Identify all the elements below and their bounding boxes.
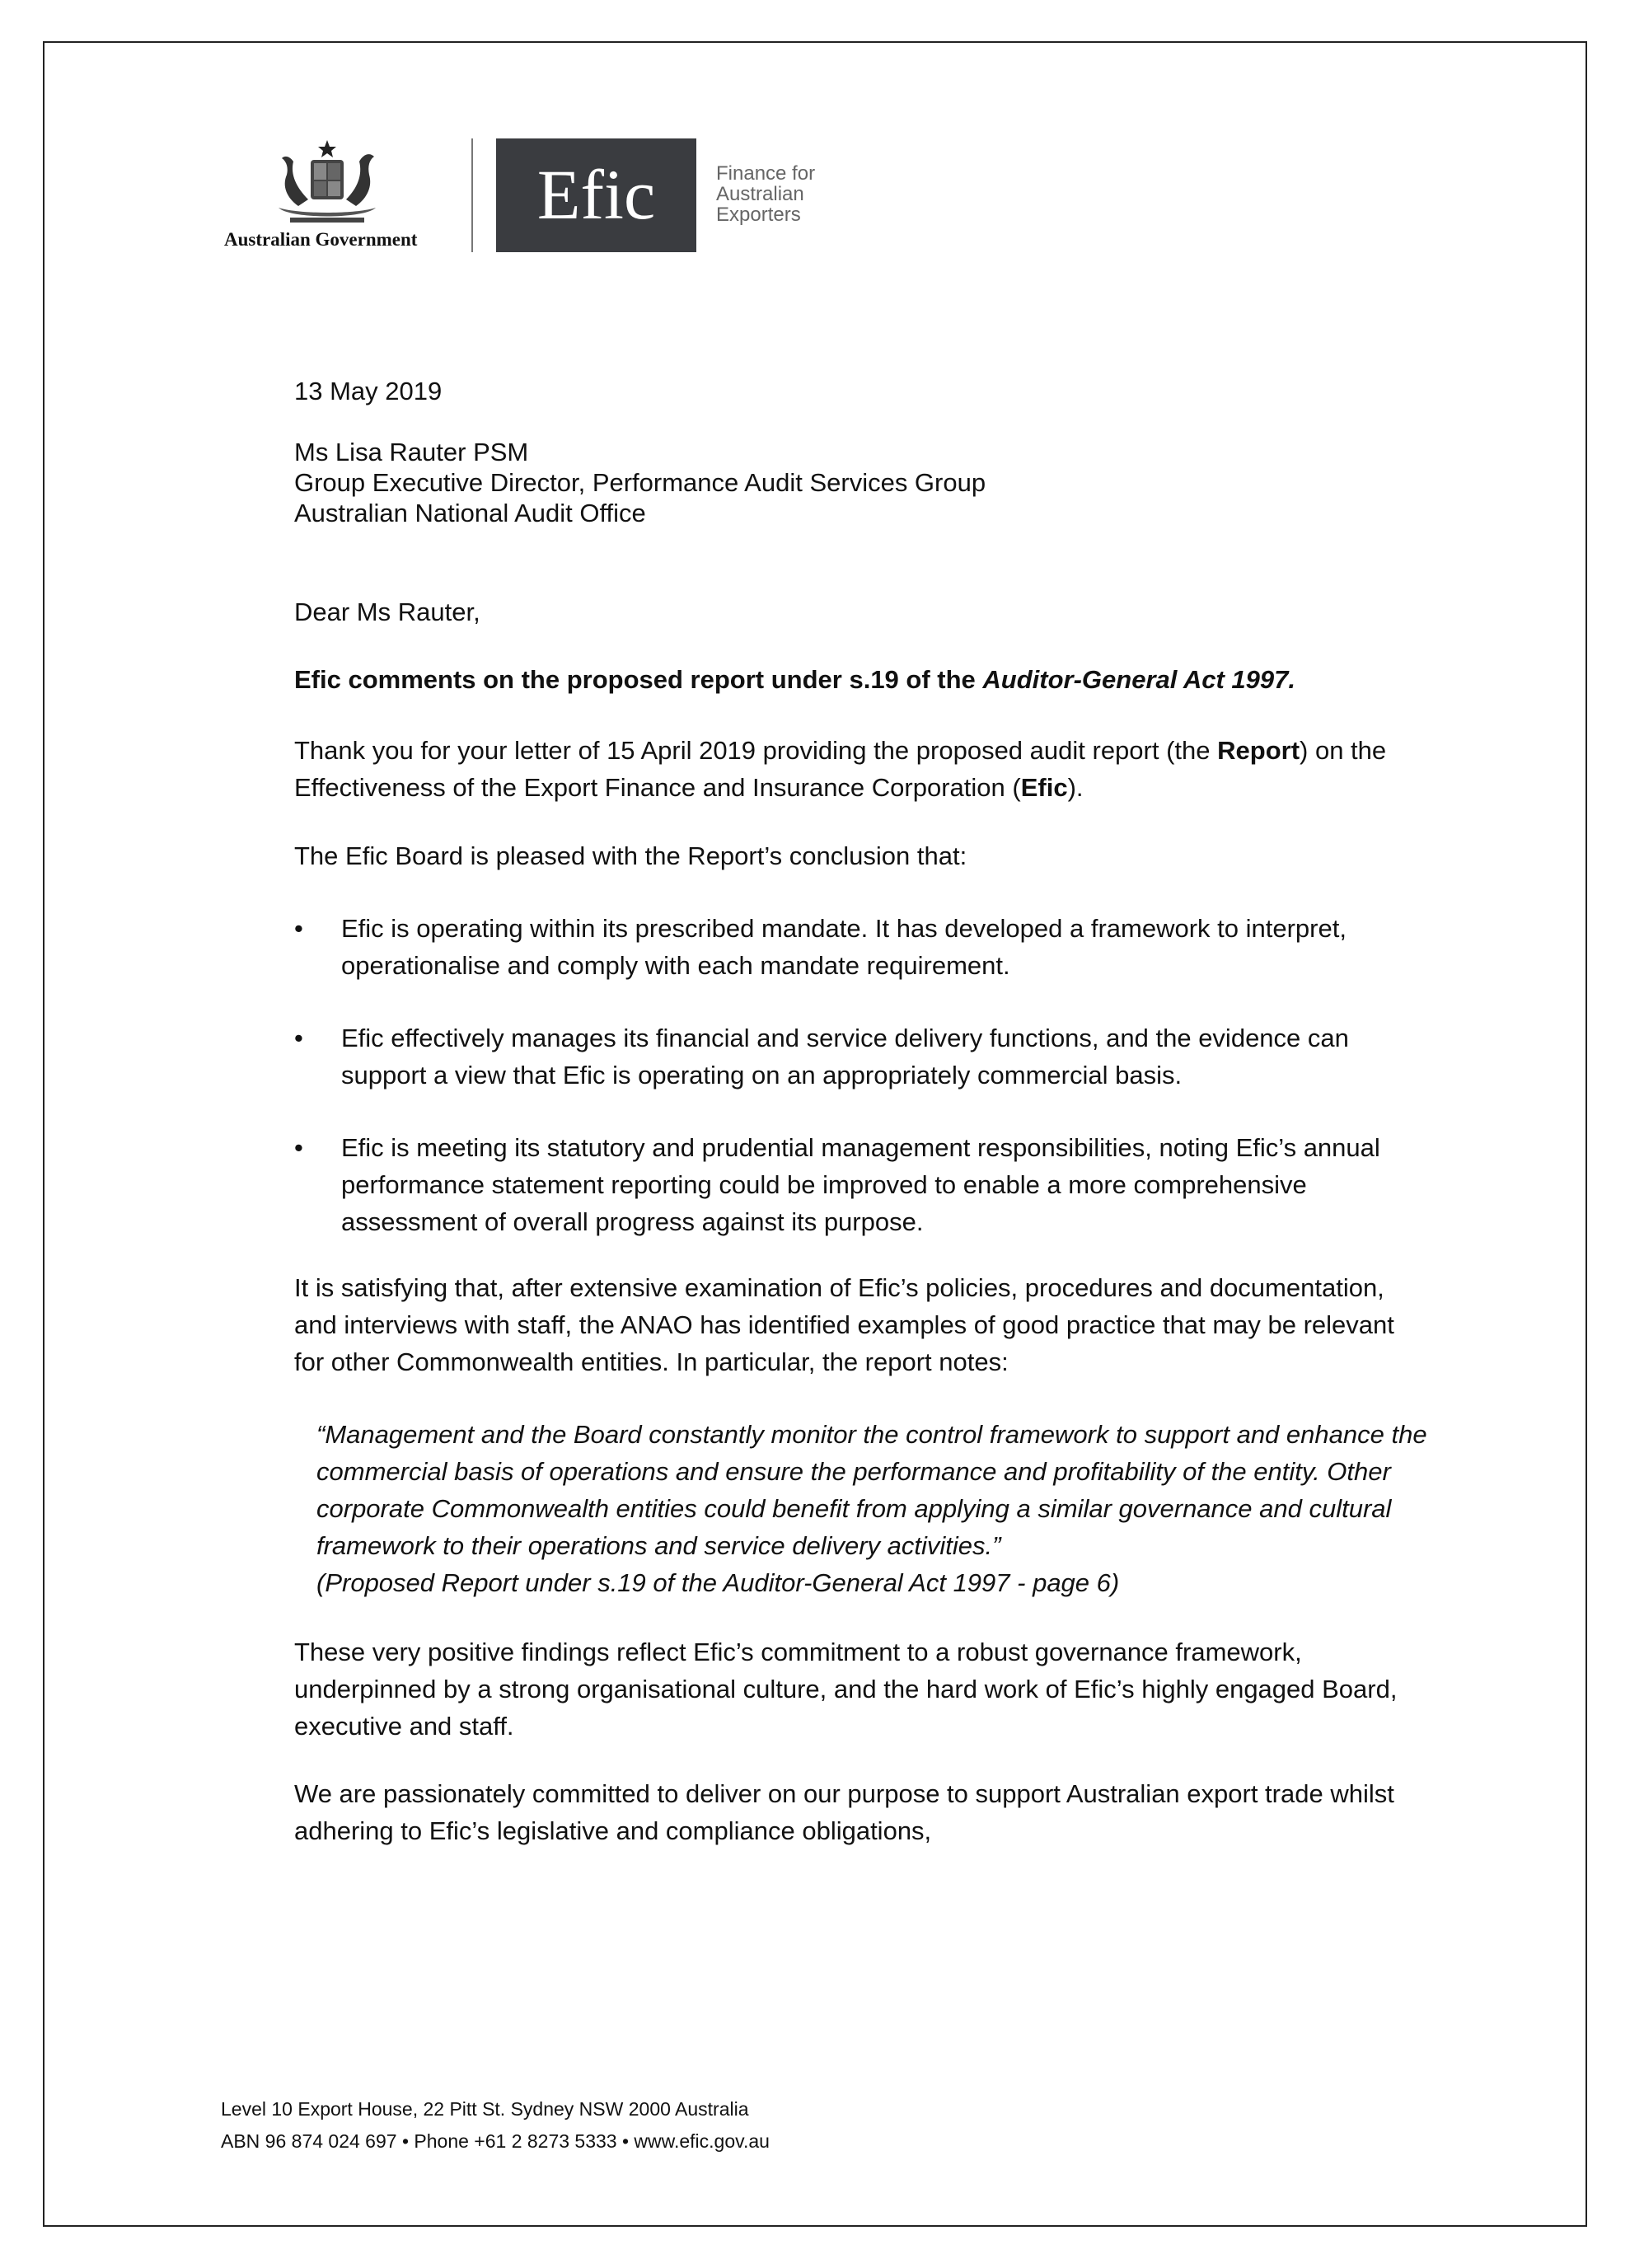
para1-text-b: ) on the Effectiveness of the Export Finance and Insurance Corporation (: [294, 736, 1387, 802]
bullet-text: Efic is operating within its prescribed mandate. It has developed a framework to interpret, operationalise and comply with each mandate requirement.: [341, 914, 1347, 980]
recipient-title: Group Executive Director, Performance Audit Services Group: [294, 468, 986, 497]
footer-contact: ABN 96 874 024 697 • Phone +61 2 8273 5333 • www.efic.gov.au: [221, 2130, 770, 2152]
tagline-line-2: Australian: [716, 183, 804, 205]
para1-text-c: ).: [1067, 773, 1084, 802]
subject-line: [294, 661, 1295, 698]
bullet-marker: •: [294, 1024, 303, 1052]
paragraph-findings: These very positive findings reflect Efic’s commitment to a robust governance framework, underpinned by a strong organisational culture, and the hard work of Efic’s highly engaged Board, executive and staff.: [294, 1638, 1398, 1741]
para1-report-bold: Report: [1217, 736, 1300, 765]
logo-divider: [471, 138, 473, 252]
salutation: Dear Ms Rauter,: [294, 597, 480, 626]
paragraph-commitment: We are passionately committed to deliver on our purpose to support Australian export trade whilst adhering to Efic’s legislative and compliance obligations,: [294, 1779, 1394, 1845]
report-quote: “Management and the Board constantly monitor the control framework to support and enhance the commercial basis of operations and ensure the performance and profitability of the entity. Other corporate Commonwealth entities could benefit from applying a similar governance and cultural framework to their operations and service delivery activities.”: [316, 1420, 1427, 1560]
subject-act-title: Auditor-General Act 1997.: [982, 665, 1295, 694]
efic-logo-word: Efic: [536, 155, 656, 234]
footer-address: Level 10 Export House, 22 Pitt St. Sydney NSW 2000 Australia: [221, 2098, 749, 2120]
paragraph-thanks: [294, 732, 1423, 806]
coat-of-arms-icon: [265, 138, 389, 227]
bullet-text: Efic effectively manages its financial and service delivery functions, and the evidence can support a view that Efic is operating on an appropriately commercial basis.: [341, 1024, 1349, 1089]
subject-prefix: Efic comments on the proposed report under s.19 of the: [294, 665, 983, 694]
efic-logo: [496, 138, 696, 252]
bullet-marker: •: [294, 1133, 303, 1162]
letter-date: 13 May 2019: [294, 377, 443, 405]
efic-tagline: [716, 163, 815, 225]
quote-source: (Proposed Report under s.19 of the Auditor-General Act 1997 - page 6): [316, 1568, 1120, 1597]
australian-government-label: Australian Government: [224, 229, 418, 250]
tagline-line-3: Exporters: [716, 204, 801, 226]
para1-efic-bold: Efic: [1020, 773, 1068, 802]
bullet-text: Efic is meeting its statutory and prudential management responsibilities, noting Efic’s annual performance statement reporting could be improved to enable a more comprehensive assessment of overall progress against its purpose.: [341, 1133, 1380, 1236]
australian-government-crest: [224, 135, 453, 255]
recipient-name: Ms Lisa Rauter PSM: [294, 438, 529, 466]
tagline-line-1: Finance for: [716, 162, 816, 185]
para1-text-a: Thank you for your letter of 15 April 2019 providing the proposed audit report (the: [294, 736, 1218, 765]
paragraph-conclusion-intro: The Efic Board is pleased with the Report’s conclusion that:: [294, 841, 967, 870]
recipient-organisation: Australian National Audit Office: [294, 499, 646, 527]
paragraph-good-practice: It is satisfying that, after extensive examination of Efic’s policies, procedures and documentation, and interviews with staff, the ANAO has identified examples of good practice that may be relevant for other Commonwealth entities. In particular, the report notes:: [294, 1273, 1394, 1376]
bullet-marker: •: [294, 914, 303, 943]
